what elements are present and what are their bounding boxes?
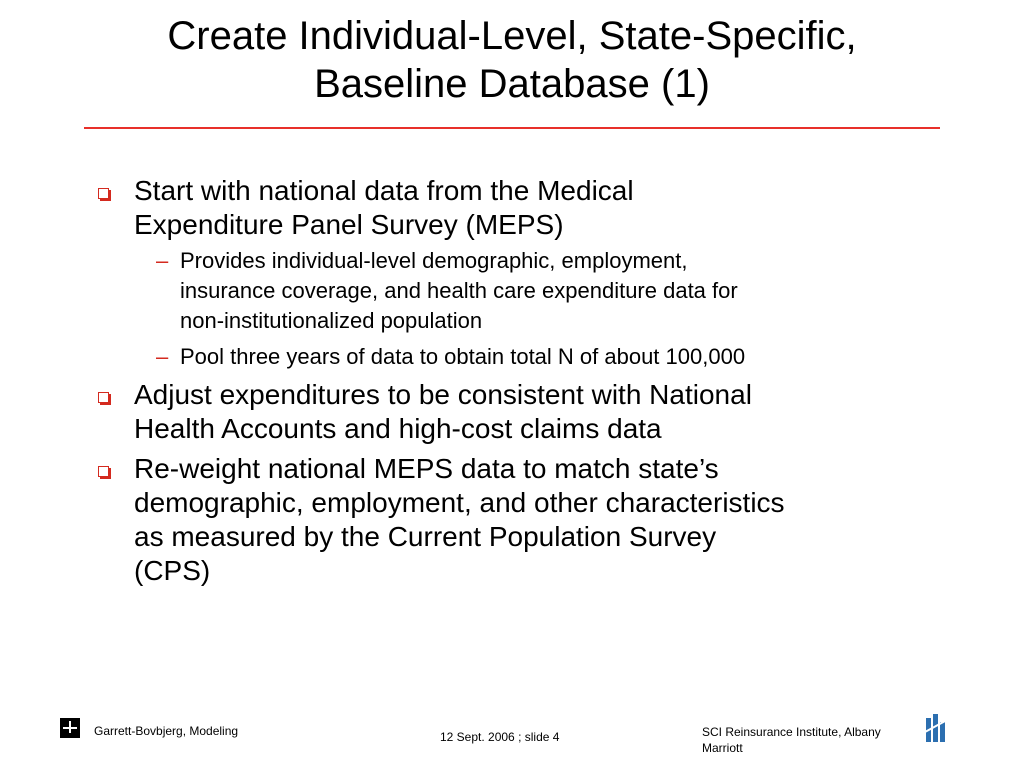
square-bullet-icon [98,188,109,199]
square-bullet-icon [98,392,109,403]
footer-author: Garrett-Bovbjerg, Modeling [94,724,239,738]
bullet-item-1 [96,174,956,372]
subitem-1-line-2: insurance coverage, and health care expenditure data for [180,278,738,303]
subitem-2 [134,342,956,372]
subitem-1 [134,246,956,336]
bullet-2-line-1: Adjust expenditures to be consistent with National [134,379,752,410]
footer-date-slide: 12 Sept. 2006 ; slide 4 [440,730,560,744]
bullet-3-line-4: (CPS) [134,555,211,586]
slide-title [60,12,964,108]
subitem-1-line-3: non-institutionalized population [180,308,483,333]
bullet-1-line-1: Start with national data from the Medical [134,175,634,206]
bullet-1-line-2: Expenditure Panel Survey (MEPS) [134,209,564,240]
bullet-2-line-2: Health Accounts and high-cost claims data [134,413,662,444]
square-bullet-icon [98,466,109,477]
slide-body [96,174,956,594]
footer-venue [702,724,920,756]
bullet-3-line-3: as measured by the Current Population Survey [134,521,717,552]
dash-bullet-icon: – [156,248,169,273]
footer-venue-line-1: SCI Reinsurance Institute, Albany [702,725,881,739]
title-line-1: Create Individual-Level, State-Specific, [167,14,857,58]
footer-venue-line-2: Marriott [702,741,743,755]
bullet-item-2 [96,378,956,446]
subitem-2-line-1: Pool three years of data to obtain total N of about 100,000 [180,344,746,369]
bullet-1-subitems [134,246,956,372]
bullet-3-line-2: demographic, employment, and other characteristics [134,487,785,518]
subitem-1-line-1: Provides individual-level demographic, employment, [180,248,688,273]
dash-bullet-icon: – [156,344,169,369]
title-line-2: Baseline Database (1) [314,62,710,106]
bullet-3-line-1: Re-weight national MEPS data to match state’s [134,453,719,484]
title-underline [84,127,940,129]
building-logo-icon [924,712,948,744]
bullet-item-3 [96,452,956,588]
grid-logo-icon [60,718,80,738]
